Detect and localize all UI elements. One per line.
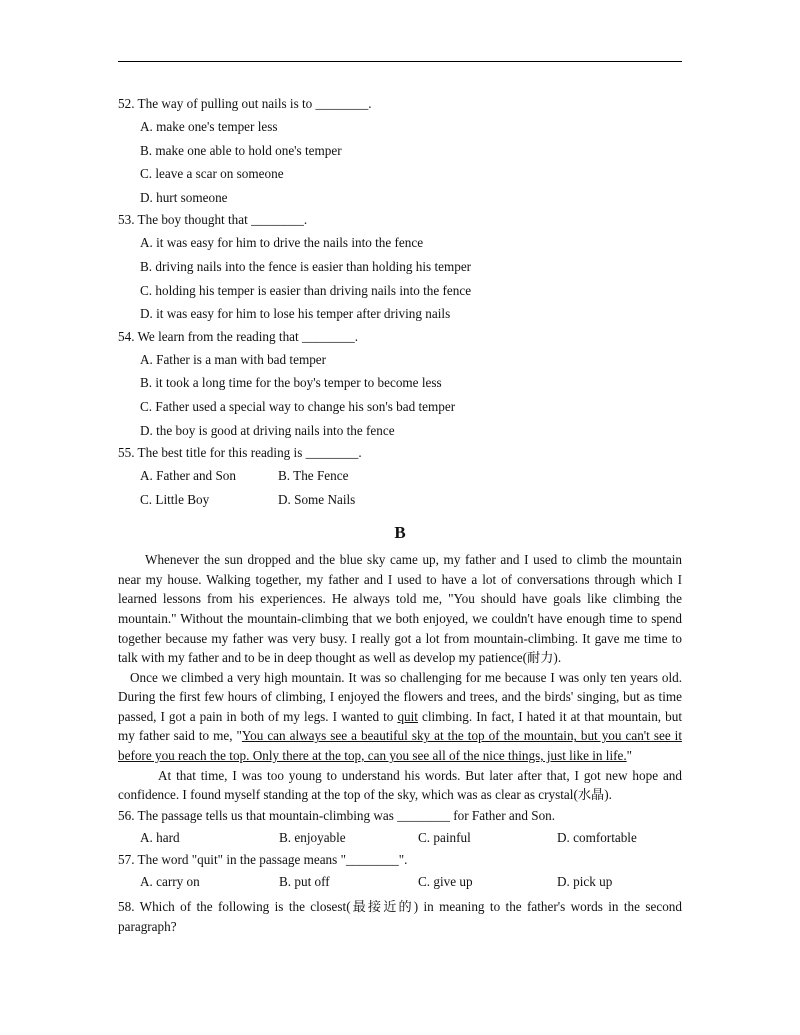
question-stem: 52. The way of pulling out nails is to ________. <box>118 96 372 111</box>
option-row <box>118 464 682 488</box>
option-b: B. driving nails into the fence is easier than holding his temper <box>140 258 472 274</box>
question-56 <box>118 805 682 849</box>
underlined-word-quit: quit <box>397 708 418 724</box>
option-b: B. it took a long time for the boy's temper to become less <box>140 375 442 391</box>
option-a: A. it was easy for him to drive the nails into the fence <box>140 235 424 251</box>
option-b: B. make one able to hold one's temper <box>140 142 342 158</box>
option-d: D. Some Nails <box>278 492 356 508</box>
page-content <box>118 93 682 937</box>
option-c: C. Little Boy <box>140 492 210 508</box>
header-rule <box>118 61 682 62</box>
passage-paragraph-2 <box>118 668 682 766</box>
question-55 <box>118 442 682 512</box>
paragraph-text: Once we climbed a very high mountain. It was so challenging for me because I was only ten years old. During the first few hours of climbing, I enjoyed the flowers and trees, and the birds' singing, but as time passed, I got a pain in both of my legs. I wanted to <box>118 669 682 724</box>
question-stem: 56. The passage tells us that mountain-climbing was ________ for Father and Son. <box>118 807 556 823</box>
paragraph-text: " <box>626 748 633 764</box>
question-stem: 53. The boy thought that ________. <box>118 212 308 228</box>
option-a: A. Father and Son <box>140 468 236 484</box>
option-b: B. The Fence <box>278 468 349 484</box>
option-b: B. enjoyable <box>279 829 346 845</box>
question-stem: 55. The best title for this reading is ________. <box>118 445 362 461</box>
question-54 <box>118 326 682 442</box>
passage-paragraph-3: At that time, I was too young to understand his words. But later after that, I got new hope and confidence. I found myself standing at the top of the sky, which was as clear as crystal(水晶). <box>118 767 682 803</box>
question-52 <box>118 93 682 209</box>
option-c: C. painful <box>418 829 471 845</box>
option-c: C. leave a scar on someone <box>140 166 284 182</box>
option-row <box>118 871 682 893</box>
underlined-quote: You can always see a beautiful sky at the top of the mountain, but you can't see it before you reach the top. Only there at the top, can you see all of the nice things, just like in life. <box>118 728 682 764</box>
question-53 <box>118 209 682 325</box>
paragraph-text: climbing. In fact, I hated it at that mountain, but my father said to me, " <box>118 708 682 744</box>
option-c: C. give up <box>418 873 473 889</box>
option-d: D. it was easy for him to lose his temper after driving nails <box>140 306 451 322</box>
option-b: B. put off <box>279 873 330 889</box>
option-d: D. pick up <box>557 873 613 889</box>
option-d: D. the boy is good at driving nails into the fence <box>140 422 395 438</box>
option-a: A. hard <box>140 829 180 845</box>
option-a: A. Father is a man with bad temper <box>140 351 327 367</box>
question-stem: 57. The word "quit" in the passage means "________". <box>118 851 408 867</box>
question-stem: 54. We learn from the reading that ________. <box>118 328 359 344</box>
question-57 <box>118 849 682 893</box>
passage-paragraph-1: Whenever the sun dropped and the blue sky came up, my father and I used to climb the mountain near my house. Walking together, my father and I used to have a lot of conversations through which I learned lessons from his experiences. He always told me, "You should have goals like climbing the mountain." Without the mountain-climbing that we both enjoyed, we couldn't have enough time to spend together because my father was very busy. I really got a lot from mountain-climbing. It gave me time to talk with my father and to be in deep thought as well as develop my patience(耐力). <box>118 552 682 666</box>
option-a: A. make one's temper less <box>140 119 278 134</box>
question-58: 58. Which of the following is the closest(最接近的) in meaning to the father's words in the second paragraph? <box>118 898 682 934</box>
option-d: D. hurt someone <box>140 189 228 205</box>
section-title: B <box>394 523 406 543</box>
option-d: D. comfortable <box>557 829 637 845</box>
option-a: A. carry on <box>140 873 200 889</box>
option-row <box>118 488 682 512</box>
option-row <box>118 827 682 849</box>
option-c: C. holding his temper is easier than driving nails into the fence <box>140 282 472 298</box>
option-c: C. Father used a special way to change his son's bad temper <box>140 398 456 414</box>
